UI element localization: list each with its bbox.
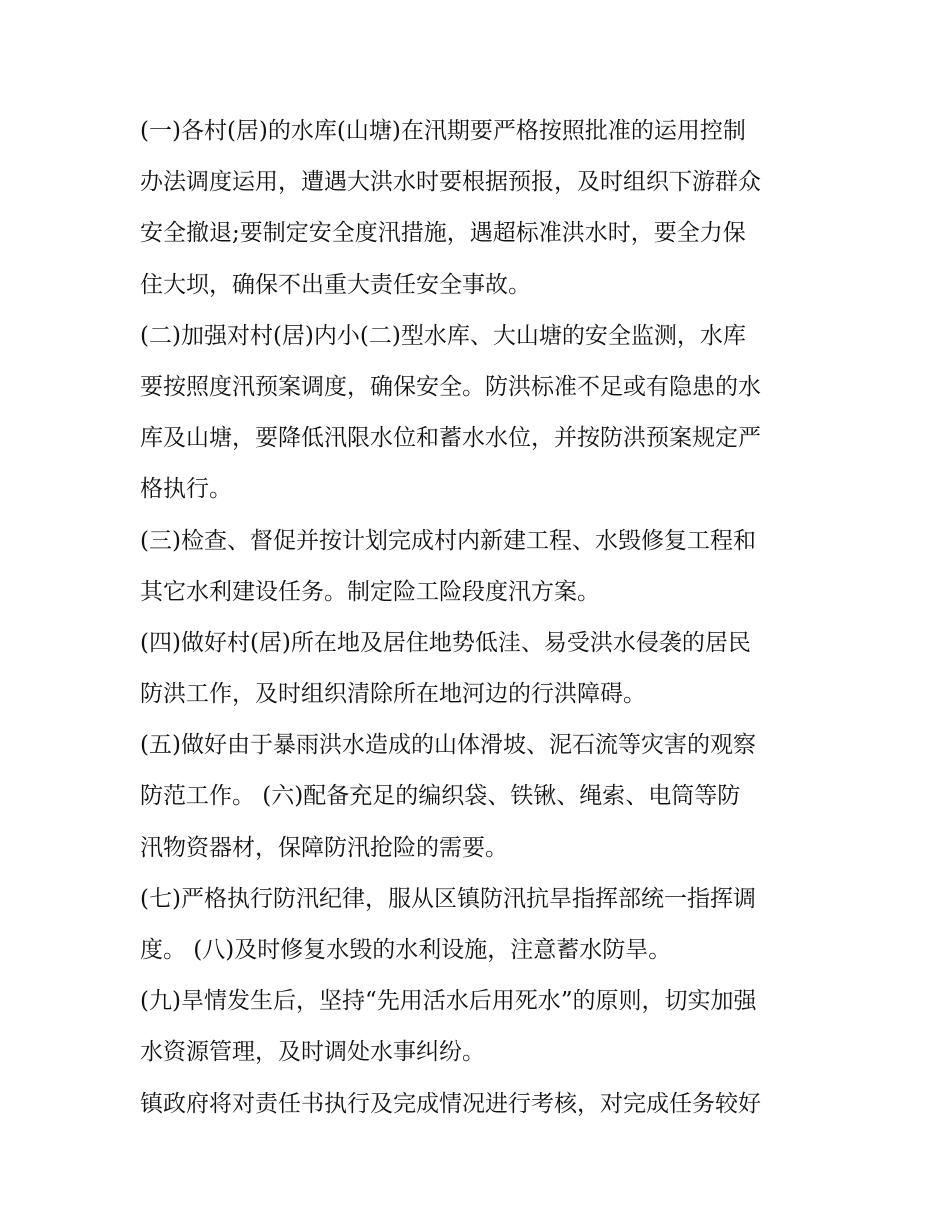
text-line: 库及山塘，要降低汛限水位和蓄水水位，并按防洪预案规定严	[140, 425, 761, 452]
text-line: (三)检查、督促并按计划完成村内新建工程、水毁修复工程和	[140, 527, 756, 554]
document-body	[140, 106, 820, 1130]
text-line: 水资源管理，及时调处水事纠纷。	[140, 1039, 485, 1066]
text-line: 汛物资器材，保障防汛抢险的需要。	[140, 834, 508, 861]
text-line: (一)各村(居)的水库(山塘)在汛期要严格按照批准的运用控制	[140, 118, 746, 144]
text-line: (七)严格执行防汛纪律，服从区镇防汛抗旱指挥部统一指挥调	[140, 885, 756, 912]
text-line: 镇政府将对责任书执行及完成情况进行考核，对完成任务较好	[140, 1090, 761, 1117]
text-line: 度。 (八)及时修复水毁的水利设施，注意蓄水防旱。	[140, 937, 672, 963]
text-line: (二)加强对村(居)内小(二)型水库、大山塘的安全监测，水库	[140, 322, 746, 349]
text-line: 办法调度运用，遭遇大洪水时要根据预报，及时组织下游群众	[140, 169, 761, 196]
text-line: 住大坝，确保不出重大责任安全事故。	[140, 271, 531, 298]
text-line: 格执行。	[140, 476, 232, 503]
text-line: 其它水利建设任务。制定险工险段度汛方案。	[140, 578, 600, 605]
text-line: 防范工作。 (六)配备充足的编织袋、铁锹、绳索、电筒等防	[140, 783, 741, 810]
text-line: (四)做好村(居)所在地及居住地势低洼、易受洪水侵袭的居民	[140, 629, 751, 656]
text-line: (九)旱情发生后，坚持“先用活水后用死水”的原则，切实加强	[140, 988, 757, 1015]
text-line: 防洪工作，及时组织清除所在地河边的行洪障碍。	[140, 681, 646, 708]
text-line: 要按照度汛预案调度，确保安全。防洪标准不足或有隐患的水	[140, 373, 761, 400]
text-line: 安全撤退;要制定安全度汛措施，遇超标准洪水时，要全力保	[140, 220, 746, 247]
text-line: (五)做好由于暴雨洪水造成的山体滑坡、泥石流等灾害的观察	[140, 732, 756, 759]
